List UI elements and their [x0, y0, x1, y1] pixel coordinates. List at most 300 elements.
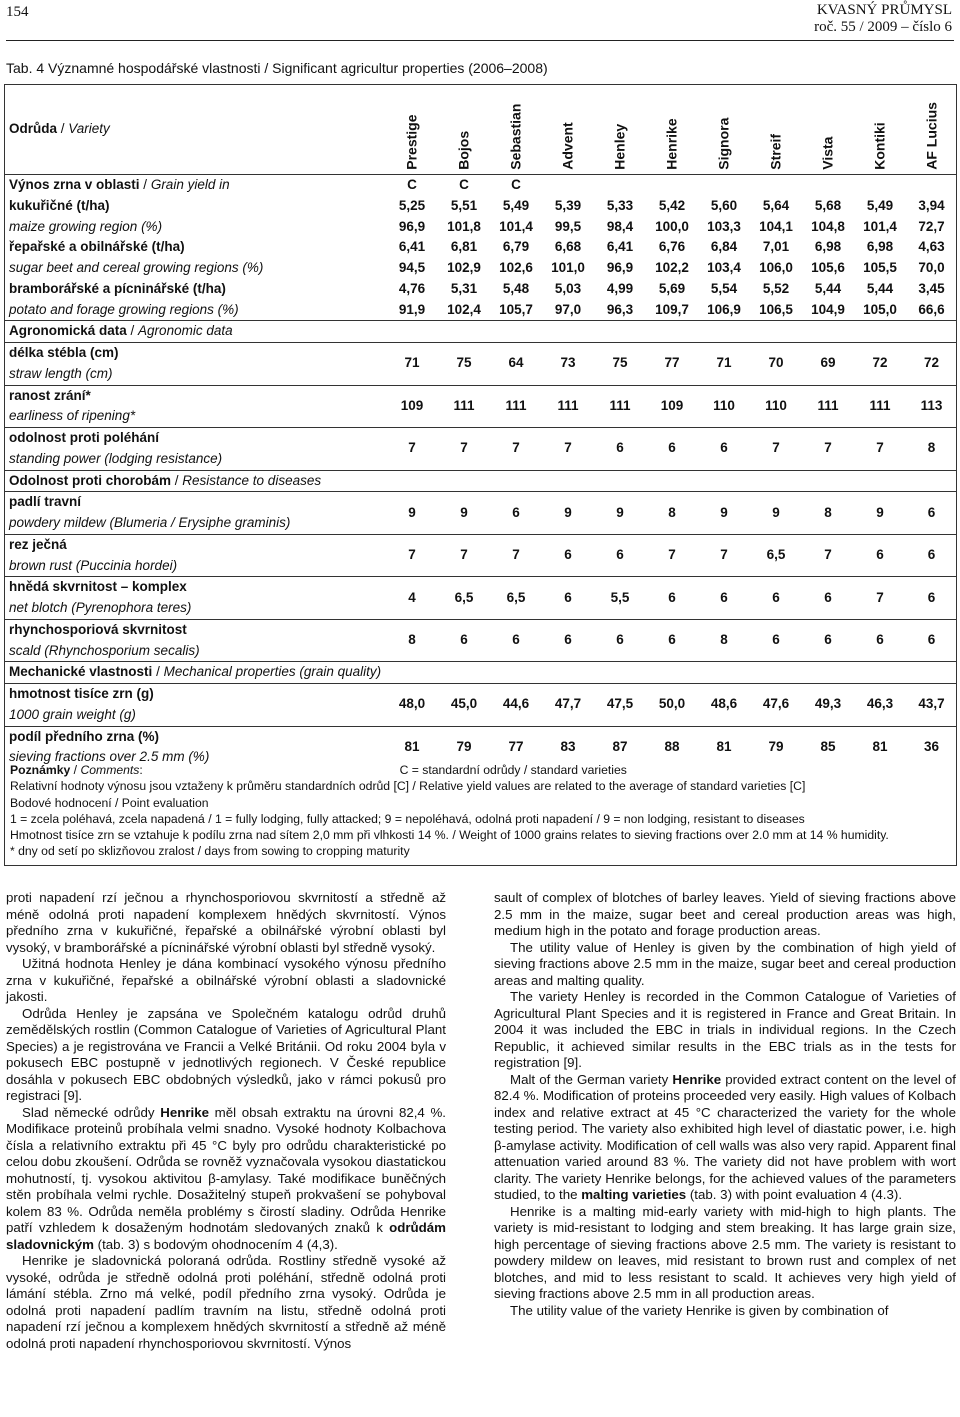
cell-value: 6	[750, 619, 802, 662]
cell-value: 5,42	[658, 197, 686, 213]
row-label-cz: ranost zrání*	[4, 385, 386, 406]
yield-row-absolute	[4, 196, 957, 217]
cell-value: 7	[542, 428, 594, 471]
cell-value: 6	[594, 428, 646, 471]
cell-value: 6	[802, 619, 854, 662]
standard-marker: C	[490, 175, 542, 196]
cell-value: 3,94	[918, 197, 945, 213]
table-caption: Tab. 4 Významné hospodářské vlastnosti / Significant agricultur properties (2006–2008)	[6, 60, 548, 76]
cell-value: 8	[698, 619, 750, 662]
cell-value: 6	[594, 534, 646, 577]
cell-value: 96,3	[606, 301, 634, 317]
cell-value: 6	[490, 619, 542, 662]
cell-value: 7	[438, 428, 490, 471]
standard-marker	[750, 321, 802, 343]
variety-label-en: Variety	[68, 120, 110, 136]
variety-column-header	[542, 84, 594, 175]
variety-name: Henley	[611, 124, 628, 170]
variety-name: Streif	[767, 134, 784, 170]
standard-marker	[698, 470, 750, 492]
cell-value: 5,68	[814, 197, 842, 213]
cell-value: 105,0	[863, 301, 897, 317]
cell-value: 6	[750, 577, 802, 620]
row-label: Odolnost proti chorobám / Resistance to diseases	[4, 470, 386, 492]
cell-value: 70,0	[918, 260, 945, 275]
row-label-cz: kukuřičné (t/ha)	[9, 197, 110, 213]
row-label: Agronomická data / Agronomic data	[4, 321, 386, 343]
cell-value: 6	[906, 619, 957, 662]
cell-value: 44,6	[490, 684, 542, 727]
standard-marker	[698, 175, 750, 196]
cell-value: 47,7	[542, 684, 594, 727]
cell-value: 103,4	[707, 260, 741, 275]
cell-value: 7	[490, 428, 542, 471]
cell-value: 75	[438, 343, 490, 386]
cell-value: 101,0	[551, 260, 585, 275]
journal-header	[814, 2, 952, 36]
cell-value: 72	[854, 343, 906, 386]
cell-value: 7	[386, 428, 438, 471]
cell-value: 102,2	[655, 260, 689, 275]
cell-value: 79	[438, 726, 490, 768]
cell-value: 6,81	[450, 239, 478, 255]
cell-value: 106,0	[759, 260, 793, 275]
cell-value: 64	[490, 343, 542, 386]
standard-marker	[490, 470, 542, 492]
cell-value: 48,6	[698, 684, 750, 727]
cell-value: 6	[802, 577, 854, 620]
cell-value: 6	[906, 534, 957, 577]
cell-value: 6	[490, 492, 542, 535]
cell-value: 102,9	[447, 260, 481, 275]
cell-value: 6,41	[606, 239, 634, 255]
cell-value: 111	[490, 385, 542, 428]
disease-section-row	[4, 470, 957, 492]
cell-value: 110	[750, 385, 802, 428]
paragraph: Slad německé odrůdy Henrike měl obsah extraktu na úrovni 82,4 %. Modifikace proteinů probíhala velmi snadno. Vysoké hodnoty Kolbachova čísla a relativního extraktu při 45 °C byly pro odrůdu charakteristické po celou dobu zkoušení. Odrůda se rovněž vyznačovala vysokou diastatickou mohutností, tj. vysokou aktivitou β-amylasy. Také modifikace buněčných stěn probíhala velmi rychle. Dosažitelný stupeň prokvašení se pohyboval kolem 83 %. Odrůda neměla problémy s čirostí sladiny. Odrůda Henrike patří vzhledem k dosaženým hodnotám sledovaných znaků k odrůdám sladovnickým (tab. 3) s bodovým ohodnocením 4 (4,3).	[6, 1104, 446, 1252]
yield-row-absolute	[4, 237, 957, 258]
cell-value: 5,52	[762, 280, 790, 296]
cell-value: 104,1	[759, 218, 793, 234]
cell-value: 43,7	[906, 684, 957, 727]
row-label-en: powdery mildew (Blumeria / Erysiphe graminis)	[9, 515, 291, 530]
agricultural-properties-table	[4, 84, 957, 768]
cell-value: 4,99	[606, 280, 634, 296]
cell-value: 6	[854, 619, 906, 662]
cell-value: 101,4	[863, 218, 897, 234]
cell-value: 104,9	[811, 301, 845, 317]
cell-value: 7	[802, 428, 854, 471]
cell-value: 8	[802, 492, 854, 535]
cell-value: 6	[594, 619, 646, 662]
header-divider	[6, 40, 954, 41]
cell-value: 72	[906, 343, 957, 386]
mechanical-section-row	[4, 662, 957, 684]
standard-marker	[698, 321, 750, 343]
cell-value: 47,6	[750, 684, 802, 727]
cell-value: 6,5	[750, 534, 802, 577]
standard-marker	[490, 321, 542, 343]
variety-column-header	[906, 84, 957, 175]
cell-value: 111	[802, 385, 854, 428]
cell-value: 110	[698, 385, 750, 428]
cell-value: 4,76	[398, 280, 426, 296]
cell-value: 5,54	[710, 280, 738, 296]
cell-value: 6	[906, 492, 957, 535]
variety-column-header	[750, 84, 802, 175]
cell-value: 101,8	[447, 218, 481, 234]
disease-row	[4, 534, 957, 555]
cell-value: 7	[386, 534, 438, 577]
paragraph: The utility value of Henley is given by the combination of high yield of sieving fractions above 2.5 mm in the maize, sugar beet and cereal production areas and malting quality.	[494, 939, 956, 988]
row-label-en: sieving fractions over 2.5 mm (%)	[9, 749, 210, 765]
standard-marker	[750, 662, 802, 684]
cell-value: 9	[594, 492, 646, 535]
standard-marker	[594, 321, 646, 343]
variety-name: Vista	[819, 136, 836, 170]
label-cz: Mechanické vlastnosti	[9, 664, 153, 680]
row-label-cz: bramborářské a pícninářské (t/ha)	[9, 280, 226, 296]
cell-value: 5,64	[762, 197, 790, 213]
standard-marker	[906, 321, 957, 343]
standard-marker	[594, 175, 646, 196]
variety-name: Advent	[559, 122, 576, 170]
cell-value: 5,44	[814, 280, 842, 296]
label-cz: Výnos zrna v oblasti	[9, 177, 140, 192]
cell-value: 9	[854, 492, 906, 535]
cell-value: 6	[542, 577, 594, 620]
cell-value: 6	[646, 577, 698, 620]
cell-value: 46,3	[854, 684, 906, 727]
cell-value: 5,39	[554, 197, 582, 213]
cell-value: 101,4	[499, 218, 533, 234]
cell-value: 6	[646, 619, 698, 662]
standard-marker	[542, 470, 594, 492]
variety-column-header	[490, 84, 542, 175]
cell-value: 105,7	[499, 301, 533, 317]
standard-marker: C	[438, 175, 490, 196]
label-en: Agronomic data	[138, 323, 233, 339]
cell-value: 8	[906, 428, 957, 471]
variety-column-header	[698, 84, 750, 175]
cell-value: 8	[386, 619, 438, 662]
cell-value: 69	[802, 343, 854, 386]
variety-label-cz: Odrůda	[9, 120, 58, 136]
cell-value: 6,76	[658, 239, 686, 255]
yield-row-relative	[4, 217, 957, 238]
cell-value: 109	[646, 385, 698, 428]
cell-value: 81	[698, 726, 750, 768]
agronomic-row	[4, 343, 957, 364]
cell-value: 5,49	[866, 197, 894, 213]
cell-value: 105,6	[811, 260, 845, 275]
variety-name: Sebastian	[507, 103, 524, 170]
cell-value: 72,7	[918, 218, 945, 234]
standard-marker	[646, 470, 698, 492]
cell-value: 9	[386, 492, 438, 535]
cell-value: 5,44	[866, 280, 894, 296]
label-cz: Agronomická data	[9, 323, 127, 339]
standard-marker	[802, 470, 854, 492]
cell-value: 7	[802, 534, 854, 577]
notes-line-2: Bodové hodnocení / Point evaluation	[10, 795, 209, 810]
cell-value: 113	[906, 385, 957, 428]
paragraph: Užitná hodnota Henley je dána kombinací vysokého výnosu předního zrna v kukuřičné, řepařské a obilnářské výrobní oblasti a sladovnické jakosti.	[6, 956, 446, 1004]
row-label-en: standing power (lodging resistance)	[9, 450, 223, 466]
cell-value: 5,25	[398, 197, 426, 213]
row-label-cz: rez ječná	[4, 534, 386, 555]
cell-value: 109,7	[655, 301, 689, 317]
cell-value: 96,9	[398, 218, 426, 234]
cell-value: 111	[594, 385, 646, 428]
label-en: Mechanical properties (grain quality)	[163, 664, 382, 680]
cell-value: 83	[542, 726, 594, 768]
standard-marker	[802, 662, 854, 684]
cell-value: 6	[698, 428, 750, 471]
cell-value: 102,6	[499, 260, 533, 275]
standard-marker	[490, 662, 542, 684]
cell-value: 6,41	[398, 239, 426, 255]
cell-value: 70	[750, 343, 802, 386]
cell-value: 7	[490, 534, 542, 577]
cell-value: 7	[698, 534, 750, 577]
cell-value: 79	[750, 726, 802, 768]
notes-line-5: * dny od setí po sklizňovou zralost / days from sowing to cropping maturity	[10, 844, 410, 859]
notes-title-en: Comments	[80, 763, 140, 777]
cell-value: 104,8	[811, 218, 845, 234]
row-label-en: brown rust (Puccinia hordei)	[9, 557, 178, 573]
notes-line-4: Hmotnost tisíce zrn se vztahuje k podílu zrna nad sítem 2,0 mm při vlhkosti 14 %. / Weight of 1000 grains relates to sieving fractions over 2.0 mm at 14 % humidity.	[10, 828, 889, 843]
standard-marker	[750, 470, 802, 492]
row-label-en: potato and forage growing regions (%)	[9, 301, 239, 317]
standard-marker	[802, 321, 854, 343]
cell-value: 36	[906, 726, 957, 768]
table-notes	[10, 762, 950, 860]
cell-value: 98,4	[606, 218, 634, 234]
standard-marker	[854, 321, 906, 343]
row-label-cz: odolnost proti poléhání	[4, 428, 386, 449]
cell-value: 7	[750, 428, 802, 471]
row-label-en: net blotch (Pyrenophora teres)	[9, 600, 192, 615]
cell-value: 97,0	[554, 301, 582, 317]
cell-value: 96,9	[606, 260, 634, 275]
cell-value: 99,5	[554, 218, 582, 234]
row-label-cz: padlí travní	[4, 492, 386, 513]
cell-value: 6,79	[502, 239, 530, 255]
cell-value: 100,0	[655, 218, 689, 234]
cell-value: 91,9	[398, 301, 426, 317]
cell-value: 6	[542, 619, 594, 662]
cell-value: 5,49	[502, 197, 530, 213]
cell-value: 106,9	[707, 301, 741, 317]
notes-line-3: 1 = zcela poléhavá, zcela napadená / 1 = fully lodging, fully attacked; 9 = nepoléhavá, odolná proti napadení / 9 = non lodging, resistant to diseases	[10, 811, 805, 826]
paragraph: The variety Henley is recorded in the Common Catalogue of Varieties of Agricultural Plant Species and it is registered in France and Great Britain. In 2004 it was included the EBC in trials in individual regions. In the Czech Republic, it achieved similar results in the EBC trials as in the tests for registration [9].	[494, 989, 956, 1070]
standard-marker	[854, 662, 906, 684]
mechanical-row	[4, 726, 957, 747]
cell-value: 5,03	[554, 280, 582, 296]
standard-marker	[542, 321, 594, 343]
cell-value: 48,0	[386, 684, 438, 727]
cell-value: 6,98	[814, 239, 842, 255]
paragraph: proti napadení rzí ječnou a rhynchosporiovou skvrnitostí a středně až méně odolná proti napadení komplexem hnědých skvrnitostí. Výnos předního zrna v kukuřičné, řepařské a obilnářské výrobní oblasti byl vysoký, v bramborářské a pícninářské výrobní oblasti byl středně vysoký.	[6, 890, 446, 955]
cell-value: 5,48	[502, 280, 530, 296]
cell-value: 5,31	[450, 280, 478, 296]
cell-value: 75	[594, 343, 646, 386]
cell-value: 73	[542, 343, 594, 386]
variety-name: Kontiki	[871, 122, 888, 170]
cell-value: 106,5	[759, 301, 793, 317]
cell-value: 5,5	[594, 577, 646, 620]
standard-marker	[854, 470, 906, 492]
cell-value: 4	[386, 577, 438, 620]
disease-row	[4, 492, 957, 513]
row-label-cz: délka stébla (cm)	[4, 343, 386, 364]
page-number: 154	[6, 4, 29, 20]
cell-value: 7	[646, 534, 698, 577]
row-label-cz: řepařské a obilnářské (t/ha)	[9, 239, 185, 255]
cell-value: 6	[698, 577, 750, 620]
row-label-cz: podíl předního zrna (%)	[4, 726, 386, 747]
disease-row	[4, 619, 957, 640]
cell-value: 6,68	[554, 239, 582, 255]
cell-value: 111	[438, 385, 490, 428]
cell-value: 77	[490, 726, 542, 768]
variety-name: Bojos	[455, 131, 472, 170]
cell-value: 47,5	[594, 684, 646, 727]
paragraph: sault of complex of blotches of barley leaves. Yield of sieving fractions above 2.5 mm in the maize, sugar beet and cereal production areas was high, medium high in the potato and forage production areas.	[494, 890, 956, 938]
cell-value: 105,5	[863, 260, 897, 275]
standard-marker	[854, 175, 906, 196]
cell-value: 45,0	[438, 684, 490, 727]
cell-value: 7	[854, 577, 906, 620]
label-en: Grain yield in	[150, 177, 230, 192]
cell-value: 50,0	[646, 684, 698, 727]
standard-marker	[594, 470, 646, 492]
paragraph: Henrike je sladovnická poloraná odrůda. Rostliny středně vysoké až vysoké, odrůda je středně odolná proti poléhání, středně odolná proti lámání stébla. Zrno má velké, podíl předního zrna vysoký. Odrůda je odolná proti napadení padlím travním na listu, středně odolná proti napadení rzí ječnou a komplexem hnědých skvrnitostí a středně až méně odolná proti napadení rhynchosporiovou skvrnitostí. Výnos	[6, 1253, 446, 1351]
row-label-en: 1000 grain weight (g)	[9, 706, 136, 722]
cell-value: 8	[646, 492, 698, 535]
cell-value: 7,01	[762, 239, 790, 255]
cell-value: 5,51	[450, 197, 478, 213]
cell-value: 6	[906, 577, 957, 620]
variety-column-header	[854, 84, 906, 175]
cell-value: 88	[646, 726, 698, 768]
yield-row-relative	[4, 258, 957, 279]
cell-value: 9	[542, 492, 594, 535]
standard-marker	[750, 175, 802, 196]
variety-column-header	[646, 84, 698, 175]
yield-section-row	[4, 175, 957, 196]
notes-title-cz: Poznámky	[10, 763, 71, 777]
cell-value: 6,98	[866, 239, 894, 255]
variety-name: Henrike	[663, 118, 680, 170]
variety-name: Signora	[715, 117, 732, 170]
cell-value: 66,6	[918, 301, 945, 317]
variety-column-header	[802, 84, 854, 175]
paragraph: The utility value of the variety Henrike is given by combination of	[510, 1302, 889, 1318]
cell-value: 102,4	[447, 301, 481, 317]
cell-value: 6	[854, 534, 906, 577]
standard-marker	[386, 662, 438, 684]
cell-value: 6	[646, 428, 698, 471]
paragraph: Henrike is a malting mid-early variety with mid-high to high plants. The variety is mid-resistant to lodging and stem breaking. It has large grain size, high percentage of sieving fractions above 2.5 mm. The variety is resistant to powdery mildew on leaves, mid resistant to brown rust and complex of net blotches, and mid to less resistant to scald. It achieves very high yield of sieving fractions above 2.5 mm in all production areas.	[494, 1203, 956, 1301]
cell-value: 9	[750, 492, 802, 535]
journal-title: KVASNÝ PRŮMYSL	[816, 2, 952, 18]
label-en: Resistance to diseases	[182, 472, 322, 488]
left-text-column	[6, 890, 446, 1352]
cell-value: 4,63	[918, 239, 945, 255]
standard-marker	[698, 662, 750, 684]
cell-value: 9	[698, 492, 750, 535]
cell-value: 87	[594, 726, 646, 768]
variety-name: AF Lucius	[923, 102, 940, 170]
cell-value: 109	[386, 385, 438, 428]
row-label-en: scald (Rhynchosporium secalis)	[9, 642, 200, 658]
variety-column-header	[594, 84, 646, 175]
variety-name: Prestige	[403, 114, 420, 170]
standard-marker	[802, 175, 854, 196]
standard-marker	[542, 662, 594, 684]
standard-marker	[906, 175, 957, 196]
yield-row-absolute	[4, 279, 957, 300]
variety-header: Odrůda / Variety	[9, 120, 110, 136]
notes-standard: C = standardní odrůdy / standard varieties	[399, 763, 627, 777]
cell-value: 94,5	[398, 260, 426, 275]
standard-marker	[438, 470, 490, 492]
journal-issue: roč. 55 / 2009 – číslo 6	[814, 19, 952, 35]
notes-line-1: Relativní hodnoty výnosu jsou vztaženy k průměru standardních odrůd [C] / Relative yield values are related to the average of standard varieties [C]	[10, 779, 806, 794]
label-cz: Odolnost proti chorobám	[9, 472, 171, 488]
cell-value: 71	[386, 343, 438, 386]
standard-marker	[906, 470, 957, 492]
row-label-en: sugar beet and cereal growing regions (%)	[9, 260, 264, 275]
disease-row	[4, 577, 957, 598]
standard-marker	[438, 662, 490, 684]
standard-marker	[386, 321, 438, 343]
standard-marker	[906, 662, 957, 684]
cell-value: 7	[438, 534, 490, 577]
standard-marker	[594, 662, 646, 684]
cell-value: 5,33	[606, 197, 634, 213]
standard-marker: C	[386, 175, 438, 196]
standard-marker	[438, 321, 490, 343]
row-label-en: maize growing region (%)	[9, 218, 163, 234]
mechanical-row	[4, 684, 957, 705]
cell-value: 3,45	[918, 280, 945, 296]
agronomic-row	[4, 385, 957, 406]
paragraph: Malt of the German variety Henrike provided extract content on the level of 82.4 %. Modification of proteins proceeded very easily. High values of Kolbach index and relative extract at 45 °C characterized the variety for the whole testing period. The variety also exhibited high level of diastatic power, i.e. high β-amylase activity. Modification of cell walls was also very rapid. Apparent final attenuation varied around 83 %. The variety did not have problem with wort clarity. The variety Henrike belongs, for the achieved values of the parameters studied, to the malting varieties (tab. 3) with point evaluation 4 (4.3).	[494, 1071, 956, 1202]
cell-value: 111	[854, 385, 906, 428]
row-label: Výnos zrna v oblasti / Grain yield in	[4, 175, 386, 196]
row-label-en: earliness of ripening*	[9, 408, 136, 424]
header-row	[4, 84, 957, 175]
row-label-cz: hnědá skvrnitost – komplex	[4, 577, 386, 598]
cell-value: 6,5	[490, 577, 542, 620]
cell-value: 103,3	[707, 218, 741, 234]
cell-value: 49,3	[802, 684, 854, 727]
agronomic-row	[4, 428, 957, 449]
cell-value: 9	[438, 492, 490, 535]
notes-heading: Poznámky / Comments: C = standardní odrůdy / standard varieties	[10, 763, 627, 777]
standard-marker	[646, 662, 698, 684]
cell-value: 5,60	[710, 197, 738, 213]
cell-value: 7	[854, 428, 906, 471]
agronomic-section-row	[4, 321, 957, 343]
variety-column-header	[386, 84, 438, 175]
paragraph: Odrůda Henley je zapsána ve Společném katalogu odrůd druhů zemědělských rostlin (Common Catalogue of Varieties of Agricultural Plant Species) a je registrována ve Francii a Velké Británii. Od roku 2004 byla v pokusech EBC postupně v jednotlivých regionech. V České republice dosáhla v pokusech EBC obdobných výsledků, jako v rámci pokusů pro registraci [9].	[6, 1005, 446, 1103]
standard-marker	[646, 175, 698, 196]
row-label-en: straw length (cm)	[9, 365, 113, 381]
